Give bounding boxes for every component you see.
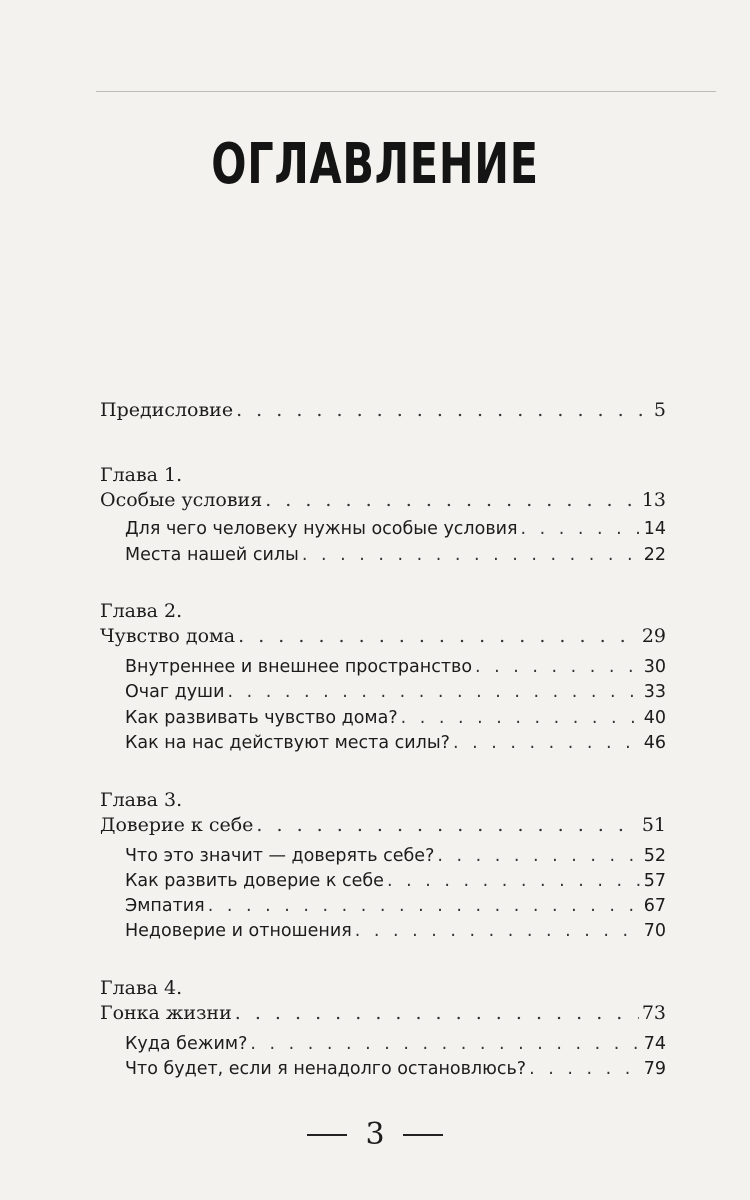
- chapter-label: Глава 2.: [100, 600, 183, 622]
- chapter-label: Глава 3.: [100, 789, 183, 811]
- toc-entry-title: Как на нас действуют места силы?: [125, 733, 450, 753]
- toc-entry-title: Для чего человеку нужны особые условия: [125, 519, 518, 539]
- toc-entry-title: Эмпатия: [125, 896, 205, 916]
- toc-entry-title: Доверие к себе: [100, 814, 254, 836]
- chapter-label: Глава 4.: [100, 977, 183, 999]
- toc-entry-section[interactable]: [125, 705, 666, 731]
- page-number: [0, 1117, 750, 1152]
- toc-entry-page: 51: [641, 814, 666, 836]
- toc-entry-title: Куда бежим?: [125, 1034, 248, 1054]
- toc-entry-section[interactable]: [125, 893, 666, 919]
- toc-entry-chapter[interactable]: [100, 812, 666, 838]
- dot-leader: [401, 705, 641, 731]
- toc-entry-chapter[interactable]: [100, 1000, 666, 1026]
- folio-dash: [403, 1134, 443, 1136]
- dot-leader: [238, 623, 639, 649]
- toc-entry-section[interactable]: [125, 918, 666, 944]
- toc-entry-section[interactable]: [125, 542, 666, 568]
- toc-entry-section[interactable]: [125, 1031, 666, 1057]
- dot-leader: [250, 1031, 640, 1057]
- toc-entry-title: Что это значит — доверять себе?: [125, 846, 435, 866]
- toc-entry-section[interactable]: [125, 1056, 666, 1082]
- dot-leader: [387, 868, 641, 894]
- toc-entry-page: 52: [643, 846, 666, 866]
- toc-entry-title: Предисловие: [100, 399, 234, 421]
- toc-entry-section[interactable]: [125, 679, 666, 705]
- toc-entry-title: Чувство дома: [100, 625, 236, 647]
- page-title: ОГЛАВЛЕНИЕ: [211, 132, 539, 197]
- toc-entry-page: 30: [643, 657, 666, 677]
- dot-leader: [521, 516, 641, 542]
- toc-entry-title: Места нашей силы: [125, 545, 299, 565]
- toc-entry-page: 5: [653, 399, 666, 421]
- toc-entry-title: Что будет, если я ненадолго остановлюсь?: [125, 1059, 527, 1079]
- toc-entry-page: 14: [643, 519, 666, 539]
- dot-leader: [265, 487, 639, 513]
- dot-leader: [437, 843, 640, 869]
- folio-dash: [307, 1134, 347, 1136]
- toc-entry-page: 73: [641, 1002, 666, 1024]
- dot-leader: [208, 893, 641, 919]
- dot-leader: [256, 812, 638, 838]
- toc-entry-section[interactable]: [125, 843, 666, 869]
- toc-entry-section[interactable]: [125, 868, 666, 894]
- toc-entry-page: 70: [643, 921, 666, 941]
- dot-leader: [475, 654, 641, 680]
- toc-entry-section[interactable]: [125, 730, 666, 756]
- toc-entry-page: 57: [643, 871, 666, 891]
- toc-entry-chapter[interactable]: [100, 487, 666, 513]
- chapter-label: Глава 1.: [100, 464, 183, 486]
- page-number-value: 3: [365, 1117, 385, 1152]
- toc-entry-title: Как развить доверие к себе: [125, 871, 384, 891]
- toc-entry-preface[interactable]: [100, 397, 666, 423]
- toc-entry-title: Гонка жизни: [100, 1002, 232, 1024]
- dot-leader: [227, 679, 640, 705]
- toc-entry-page: 22: [643, 545, 666, 565]
- toc-entry-title: Недоверие и отношения: [125, 921, 352, 941]
- toc-entry-section[interactable]: [125, 516, 666, 542]
- toc-entry-title: Особые условия: [100, 489, 263, 511]
- toc-entry-page: 29: [641, 625, 666, 647]
- toc-entry-page: 46: [643, 733, 666, 753]
- dot-leader: [302, 542, 641, 568]
- toc-entry-page: 40: [643, 708, 666, 728]
- dot-leader: [453, 730, 641, 756]
- toc-entry-page: 33: [643, 682, 666, 702]
- toc-entry-page: 13: [641, 489, 666, 511]
- toc-entry-title: Внутреннее и внешнее пространство: [125, 657, 473, 677]
- dot-leader: [235, 1000, 639, 1026]
- dot-leader: [355, 918, 641, 944]
- toc-entry-page: 79: [643, 1059, 666, 1079]
- dot-leader: [529, 1056, 641, 1082]
- toc-entry-title: Очаг души: [125, 682, 225, 702]
- toc-entry-chapter[interactable]: [100, 623, 666, 649]
- toc-entry-section[interactable]: [125, 654, 666, 680]
- toc-entry-page: 67: [643, 896, 666, 916]
- toc-entry-title: Как развивать чувство дома?: [125, 708, 398, 728]
- dot-leader: [236, 397, 651, 423]
- toc-entry-page: 74: [643, 1034, 666, 1054]
